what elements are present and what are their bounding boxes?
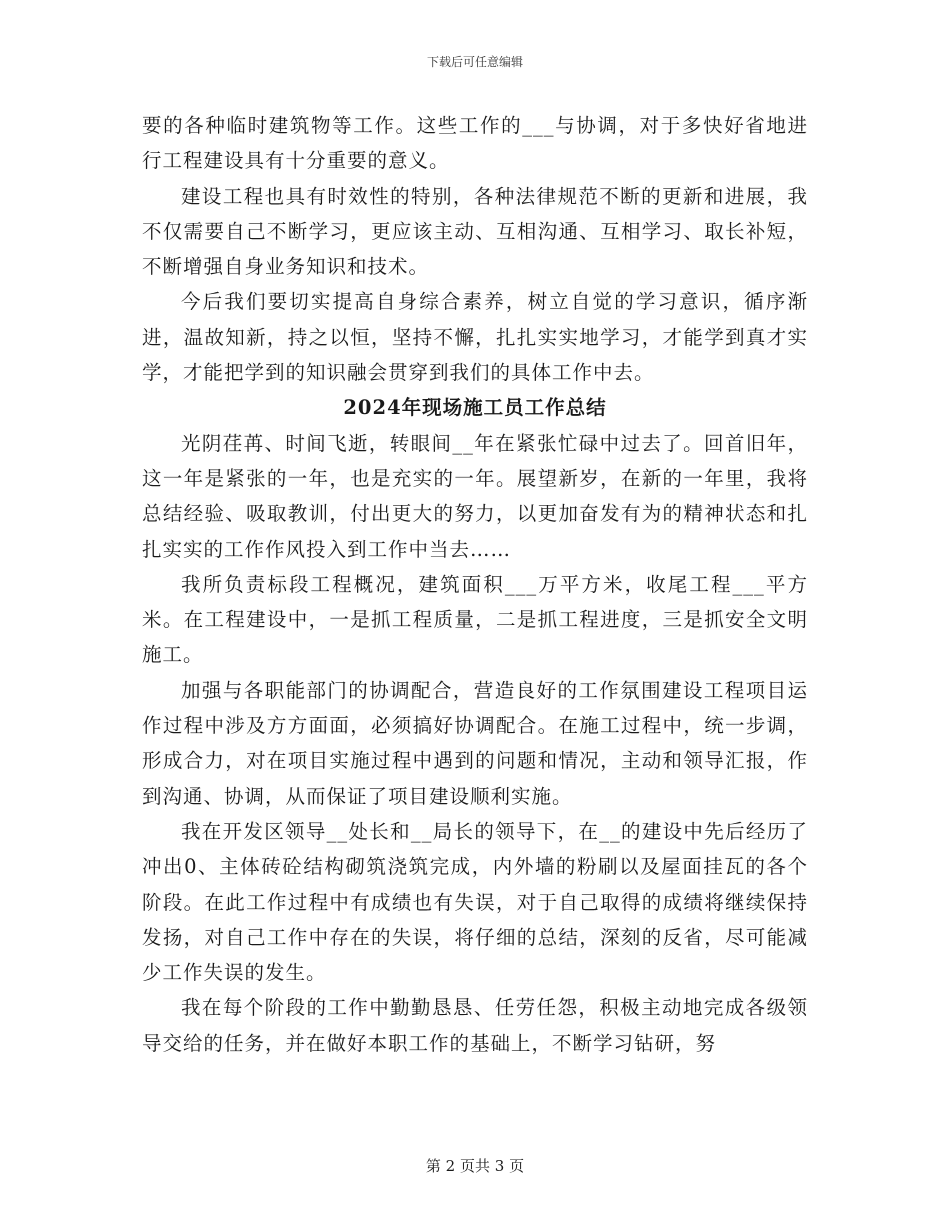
document-body <box>142 108 808 1061</box>
paragraph: 我在每个阶段的工作中勤勤恳恳、任劳任怨，积极主动地完成各级领导交给的任务，并在做好本职工作的基础上，不断学习钻研，努 <box>142 996 808 1055</box>
paragraph: 光阴荏苒、时间飞逝，转眼间__年在紧张忙碌中过去了。回首旧年，这一年是紧张的一年，也是充实的一年。展望新岁，在新的一年里，我将总结经验、吸取教训，付出更大的努力，以更加奋发有为的精神状态和扎扎实实的工作作风投入到工作中当去…… <box>142 431 808 561</box>
paragraph: 加强与各职能部门的协调配合，营造良好的工作氛围建设工程项目运作过程中涉及方方面面，必须搞好协调配合。在施工过程中，统一步调，形成合力，对在项目实施过程中遇到的问题和情况，主动和领导汇报，作到沟通、协调，从而保证了项目建设顺利实施。 <box>142 678 808 808</box>
section-title: 2024年现场施工员工作总结 <box>343 396 607 420</box>
paragraph: 建设工程也具有时效性的特别，各种法律规范不断的更新和进展，我不仅需要自己不断学习，更应该主动、互相沟通、互相学习、取长补短，不断增强自身业务知识和技术。 <box>142 184 808 279</box>
paragraph: 今后我们要切实提高自身综合素养，树立自觉的学习意识，循序渐进，温故知新，持之以恒，坚持不懈，扎扎实实地学习，才能学到真才实学，才能把学到的知识融会贯穿到我们的具体工作中去。 <box>142 290 808 385</box>
page-footer: 第 2 页共 3 页 <box>425 1157 525 1175</box>
paragraph: 要的各种临时建筑物等工作。这些工作的___与协调，对于多快好省地进行工程建设具有十分重要的意义。 <box>142 114 808 173</box>
paragraph: 我所负责标段工程概况，建筑面积___万平方米，收尾工程___平方米。在工程建设中，一是抓工程质量，二是抓工程进度，三是抓安全文明施工。 <box>142 572 808 667</box>
page-header: 下载后可任意编辑 <box>426 55 523 69</box>
paragraph: 我在开发区领导__处长和__局长的领导下，在__的建设中先后经历了冲出0、主体砖砼结构砌筑浇筑完成，内外墙的粉刷以及屋面挂瓦的各个阶段。在此工作过程中有成绩也有失误，对于自己取得的成绩将继续保持发扬，对自己工作中存在的失误，将仔细的总结，深刻的反省，尽可能减少工作失误的发生。 <box>142 819 808 985</box>
